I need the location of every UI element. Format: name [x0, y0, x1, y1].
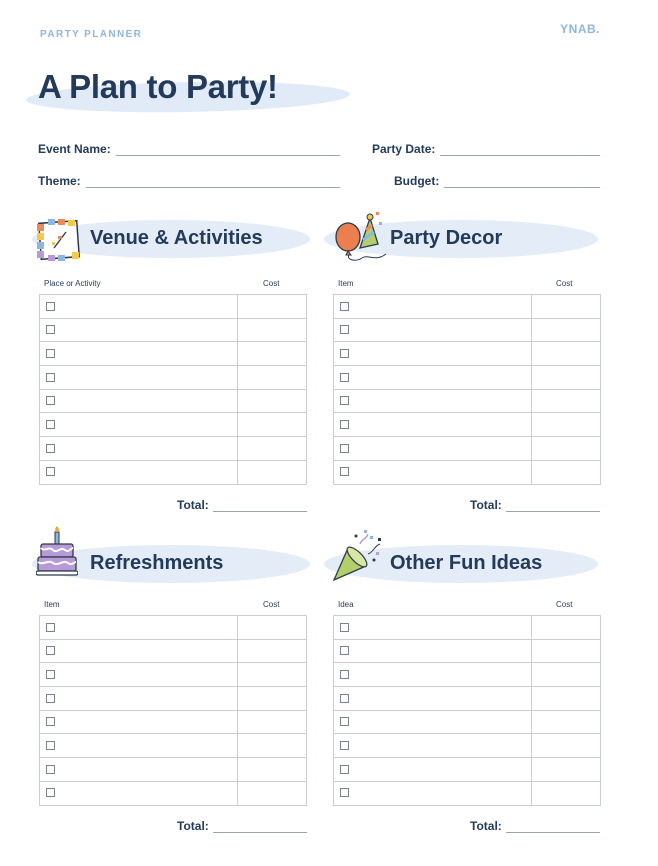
- table-row: [334, 663, 601, 687]
- item-cell[interactable]: [40, 318, 238, 342]
- item-cell[interactable]: [334, 758, 532, 782]
- row-checkbox[interactable]: [340, 741, 349, 750]
- item-cell[interactable]: [334, 295, 532, 319]
- row-checkbox[interactable]: [46, 694, 55, 703]
- party-date-label: Party Date:: [372, 142, 436, 156]
- table-row: [334, 413, 601, 437]
- row-checkbox[interactable]: [46, 444, 55, 453]
- item-cell[interactable]: [334, 366, 532, 390]
- table-row: [40, 366, 307, 390]
- item-cell[interactable]: [334, 413, 532, 437]
- row-checkbox[interactable]: [340, 788, 349, 797]
- fun-ideas-col-item: Idea: [338, 600, 354, 609]
- row-checkbox[interactable]: [46, 765, 55, 774]
- row-checkbox[interactable]: [340, 670, 349, 679]
- table-row: [334, 342, 601, 366]
- cost-cell[interactable]: [531, 437, 600, 461]
- document-kicker: PARTY PLANNER: [40, 29, 143, 40]
- table-row: [40, 758, 307, 782]
- cost-cell[interactable]: [531, 460, 600, 484]
- item-cell[interactable]: [40, 639, 238, 663]
- confetti-card-icon: [36, 218, 84, 262]
- row-checkbox[interactable]: [340, 373, 349, 382]
- row-checkbox[interactable]: [46, 788, 55, 797]
- cost-cell[interactable]: [237, 318, 306, 342]
- row-checkbox[interactable]: [340, 717, 349, 726]
- venue-total-line[interactable]: [213, 501, 307, 512]
- item-cell[interactable]: [40, 295, 238, 319]
- cost-cell[interactable]: [237, 460, 306, 484]
- venue-col-cost: Cost: [263, 279, 280, 288]
- theme-label: Theme:: [38, 174, 81, 188]
- fun-ideas-col-cost: Cost: [556, 600, 573, 609]
- item-cell[interactable]: [40, 710, 238, 734]
- table-row: [40, 460, 307, 484]
- table-row: [40, 639, 307, 663]
- item-cell[interactable]: [40, 366, 238, 390]
- table-row: [334, 318, 601, 342]
- decor-col-item: Item: [338, 279, 354, 288]
- item-cell[interactable]: [334, 616, 532, 640]
- cost-cell[interactable]: [531, 318, 600, 342]
- item-cell[interactable]: [334, 318, 532, 342]
- cost-cell[interactable]: [531, 734, 600, 758]
- refreshments-total-label: Total:: [177, 819, 209, 833]
- cost-cell[interactable]: [237, 663, 306, 687]
- item-cell[interactable]: [334, 781, 532, 805]
- table-row: [334, 781, 601, 805]
- table-row: [334, 460, 601, 484]
- fun-ideas-total[interactable]: [470, 817, 600, 833]
- row-checkbox[interactable]: [46, 646, 55, 655]
- event-name-label: Event Name:: [38, 142, 111, 156]
- decor-total[interactable]: [470, 496, 600, 512]
- refreshments-table: [39, 615, 307, 806]
- cost-cell[interactable]: [531, 663, 600, 687]
- table-row: [334, 295, 601, 319]
- table-row: [40, 437, 307, 461]
- table-row: [334, 639, 601, 663]
- table-row: [334, 389, 601, 413]
- table-row: [40, 616, 307, 640]
- table-row: [40, 710, 307, 734]
- theme-line[interactable]: [86, 177, 340, 188]
- table-row: [40, 687, 307, 711]
- party-popper-icon: [330, 530, 384, 584]
- table-row: [40, 781, 307, 805]
- cost-cell[interactable]: [531, 687, 600, 711]
- budget-field[interactable]: [394, 172, 600, 188]
- fun-ideas-total-label: Total:: [470, 819, 502, 833]
- cost-cell[interactable]: [531, 781, 600, 805]
- row-checkbox[interactable]: [46, 467, 55, 476]
- item-cell[interactable]: [40, 734, 238, 758]
- cost-cell[interactable]: [531, 710, 600, 734]
- row-checkbox[interactable]: [46, 623, 55, 632]
- venue-col-item: Place or Activity: [44, 279, 101, 288]
- event-name-line[interactable]: [116, 145, 340, 156]
- cost-cell[interactable]: [237, 616, 306, 640]
- cost-cell[interactable]: [531, 413, 600, 437]
- row-checkbox[interactable]: [340, 302, 349, 311]
- birthday-cake-icon: [36, 526, 78, 578]
- cost-cell[interactable]: [237, 639, 306, 663]
- row-checkbox[interactable]: [46, 302, 55, 311]
- row-checkbox[interactable]: [46, 325, 55, 334]
- item-cell[interactable]: [334, 389, 532, 413]
- item-cell[interactable]: [40, 342, 238, 366]
- row-checkbox[interactable]: [340, 420, 349, 429]
- item-cell[interactable]: [40, 758, 238, 782]
- item-cell[interactable]: [40, 781, 238, 805]
- item-cell[interactable]: [334, 687, 532, 711]
- fun-ideas-title: Other Fun Ideas: [390, 552, 543, 574]
- row-checkbox[interactable]: [46, 420, 55, 429]
- row-checkbox[interactable]: [46, 373, 55, 382]
- cost-cell[interactable]: [237, 758, 306, 782]
- row-checkbox[interactable]: [340, 765, 349, 774]
- item-cell[interactable]: [40, 616, 238, 640]
- party-date-line[interactable]: [440, 145, 600, 156]
- page-title: A Plan to Party!: [38, 68, 278, 105]
- row-checkbox[interactable]: [46, 670, 55, 679]
- refreshments-total[interactable]: [177, 817, 307, 833]
- cost-cell[interactable]: [237, 295, 306, 319]
- refreshments-total-line[interactable]: [213, 822, 307, 833]
- row-checkbox[interactable]: [46, 349, 55, 358]
- cost-cell[interactable]: [237, 687, 306, 711]
- refreshments-col-item: Item: [44, 600, 60, 609]
- cost-cell[interactable]: [531, 389, 600, 413]
- budget-line[interactable]: [444, 177, 600, 188]
- row-checkbox[interactable]: [340, 396, 349, 405]
- row-checkbox[interactable]: [340, 646, 349, 655]
- cost-cell[interactable]: [531, 342, 600, 366]
- table-row: [40, 295, 307, 319]
- cost-cell[interactable]: [237, 366, 306, 390]
- venue-table: [39, 294, 307, 485]
- table-row: [40, 342, 307, 366]
- table-row: [40, 663, 307, 687]
- cost-cell[interactable]: [531, 366, 600, 390]
- cost-cell[interactable]: [237, 781, 306, 805]
- row-checkbox[interactable]: [340, 325, 349, 334]
- venue-total-label: Total:: [177, 498, 209, 512]
- event-name-field[interactable]: [38, 140, 340, 156]
- fun-ideas-table: [333, 615, 601, 806]
- table-row: [40, 389, 307, 413]
- item-cell[interactable]: [334, 710, 532, 734]
- cost-cell[interactable]: [531, 758, 600, 782]
- item-cell[interactable]: [334, 437, 532, 461]
- item-cell[interactable]: [40, 663, 238, 687]
- cost-cell[interactable]: [237, 710, 306, 734]
- decor-table: [333, 294, 601, 485]
- table-row: [40, 413, 307, 437]
- cost-cell[interactable]: [531, 639, 600, 663]
- cost-cell[interactable]: [237, 734, 306, 758]
- cost-cell[interactable]: [237, 342, 306, 366]
- cost-cell[interactable]: [237, 437, 306, 461]
- item-cell[interactable]: [40, 437, 238, 461]
- table-row: [334, 687, 601, 711]
- row-checkbox[interactable]: [46, 717, 55, 726]
- table-row: [40, 318, 307, 342]
- row-checkbox[interactable]: [340, 623, 349, 632]
- item-cell[interactable]: [40, 389, 238, 413]
- row-checkbox[interactable]: [340, 694, 349, 703]
- cost-cell[interactable]: [237, 389, 306, 413]
- row-checkbox[interactable]: [46, 396, 55, 405]
- refreshments-title: Refreshments: [90, 552, 224, 574]
- table-row: [334, 758, 601, 782]
- item-cell[interactable]: [40, 687, 238, 711]
- item-cell[interactable]: [40, 413, 238, 437]
- table-row: [40, 734, 307, 758]
- cost-cell[interactable]: [531, 295, 600, 319]
- party-date-field[interactable]: [372, 140, 600, 156]
- item-cell[interactable]: [334, 342, 532, 366]
- row-checkbox[interactable]: [340, 467, 349, 476]
- cost-cell[interactable]: [237, 413, 306, 437]
- row-checkbox[interactable]: [340, 444, 349, 453]
- row-checkbox[interactable]: [46, 741, 55, 750]
- theme-field[interactable]: [38, 172, 340, 188]
- item-cell[interactable]: [334, 639, 532, 663]
- balloon-party-hat-icon: [332, 210, 390, 266]
- table-row: [334, 616, 601, 640]
- decor-total-line[interactable]: [506, 501, 600, 512]
- item-cell[interactable]: [334, 460, 532, 484]
- fun-ideas-total-line[interactable]: [506, 822, 600, 833]
- cost-cell[interactable]: [531, 616, 600, 640]
- row-checkbox[interactable]: [340, 349, 349, 358]
- table-row: [334, 734, 601, 758]
- item-cell[interactable]: [334, 734, 532, 758]
- decor-col-cost: Cost: [556, 279, 573, 288]
- budget-label: Budget:: [394, 174, 440, 188]
- item-cell[interactable]: [334, 663, 532, 687]
- decor-total-label: Total:: [470, 498, 502, 512]
- refreshments-col-cost: Cost: [263, 600, 280, 609]
- table-row: [334, 710, 601, 734]
- table-row: [334, 437, 601, 461]
- table-row: [334, 366, 601, 390]
- brand-logo: YNAB.: [560, 22, 600, 36]
- venue-title: Venue & Activities: [90, 227, 263, 249]
- decor-title: Party Decor: [390, 227, 503, 249]
- venue-total[interactable]: [177, 496, 307, 512]
- item-cell[interactable]: [40, 460, 238, 484]
